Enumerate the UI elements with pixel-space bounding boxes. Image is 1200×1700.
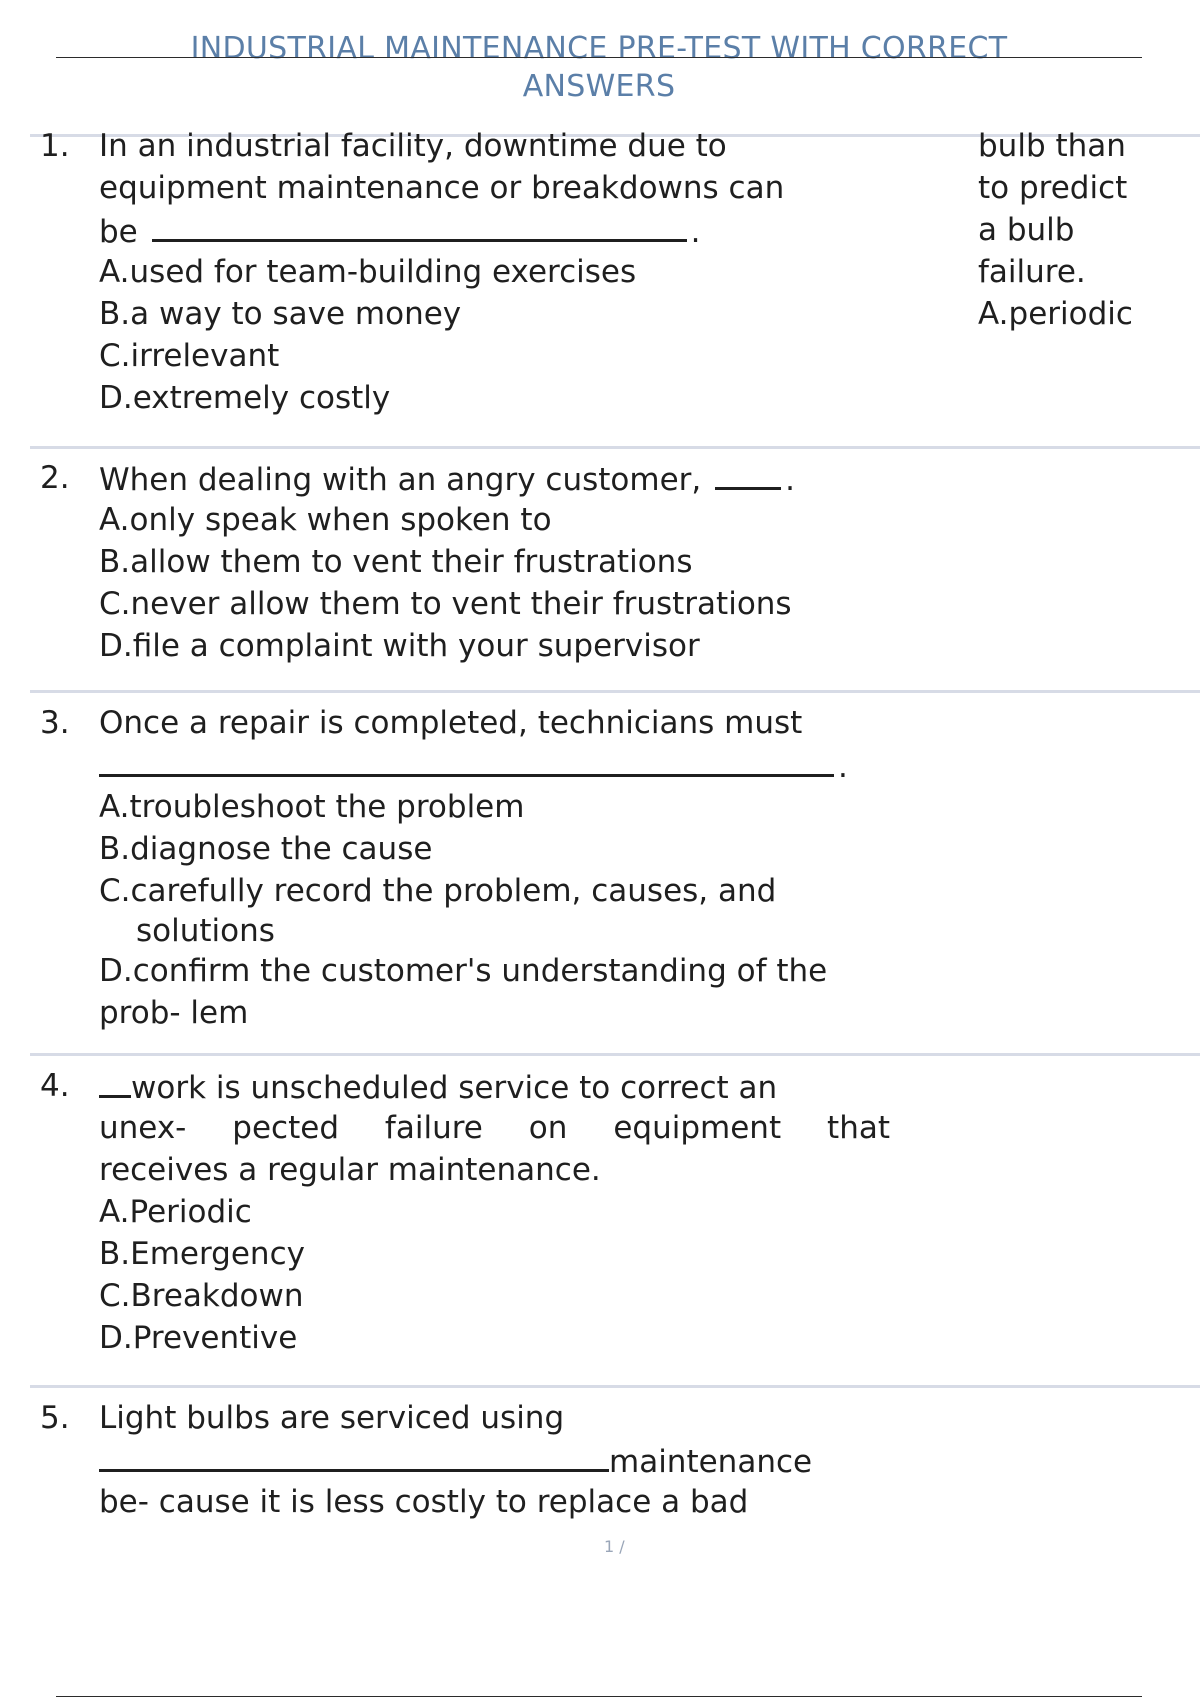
- option-text: Emergency: [130, 1236, 305, 1272]
- option-letter: A.: [99, 789, 130, 825]
- option-text: periodic: [1008, 296, 1133, 332]
- option-text: diagnose the cause: [130, 831, 433, 867]
- option-text-continued: solutions: [136, 913, 275, 949]
- answer-blank: [152, 209, 687, 242]
- question-number: 4.: [40, 1068, 70, 1104]
- option-c: [40, 1275, 890, 1317]
- option-letter: C.: [99, 1278, 131, 1314]
- side-text: a bulb: [978, 212, 1075, 248]
- punctuation: .: [838, 749, 848, 785]
- option-letter: D.: [99, 953, 133, 989]
- answer-blank: [99, 1065, 131, 1098]
- option-text: irrelevant: [130, 338, 280, 374]
- question-text: work is unscheduled service to correct an: [131, 1070, 778, 1106]
- option-letter: C.: [99, 873, 131, 909]
- option-b: [40, 293, 890, 335]
- answer-blank: [715, 457, 781, 490]
- question-text: unex- pected failure on equipment that: [99, 1110, 890, 1146]
- option-text: Periodic: [129, 1194, 252, 1230]
- question-number: 2.: [40, 460, 70, 496]
- option-letter: A.: [99, 502, 130, 538]
- page-number: 1 /: [604, 1537, 625, 1556]
- question-text: Once a repair is completed, technicians must: [99, 705, 803, 741]
- option-a: [40, 1191, 890, 1233]
- question-text: equipment maintenance or breakdowns can: [99, 170, 785, 206]
- punctuation: .: [785, 462, 795, 498]
- page-title: [56, 30, 1142, 106]
- option-text: confirm the customer's understanding of the: [132, 953, 828, 989]
- question-text: In an industrial facility, downtime due to: [99, 128, 727, 164]
- question-1: [40, 125, 890, 419]
- option-letter: B.: [99, 544, 131, 580]
- question-text: When dealing with an angry customer,: [99, 462, 702, 498]
- option-text: Breakdown: [130, 1278, 304, 1314]
- separator: [30, 446, 1200, 449]
- option-d: [40, 625, 890, 667]
- punctuation: .: [690, 214, 701, 250]
- option-text: extremely costly: [132, 380, 391, 416]
- option-a: [40, 251, 890, 293]
- option-d: [40, 377, 890, 419]
- title-line-1: INDUSTRIAL MAINTENANCE PRE-TEST WITH CORRECT: [190, 31, 1008, 66]
- separator: [30, 690, 1200, 693]
- option-text: used for team-building exercises: [129, 254, 637, 290]
- option-text-continued: prob- lem: [99, 995, 249, 1031]
- option-d: [40, 950, 890, 992]
- option-letter: A.: [99, 254, 130, 290]
- question-text: be- cause it is less costly to replace a bad: [99, 1484, 749, 1520]
- option-text: never allow them to vent their frustrations: [130, 586, 792, 622]
- side-text: bulb than: [978, 128, 1126, 164]
- option-text: carefully record the problem, causes, and: [130, 873, 777, 909]
- option-d: [40, 1317, 890, 1359]
- question-text: be: [99, 214, 138, 250]
- footer-rule: [56, 1696, 1142, 1697]
- option-c: [40, 335, 890, 377]
- option-text: allow them to vent their frustrations: [130, 544, 693, 580]
- answer-blank: [99, 1439, 609, 1472]
- option-letter: C.: [99, 338, 131, 374]
- question-2: [40, 457, 890, 667]
- separator: [30, 1385, 1200, 1388]
- side-text: failure.: [978, 254, 1086, 290]
- option-a: [40, 499, 890, 541]
- option-letter: C.: [99, 586, 131, 622]
- question-4: [40, 1065, 890, 1359]
- option-text: a way to save money: [130, 296, 462, 332]
- option-text: Preventive: [132, 1320, 298, 1356]
- question-text: Light bulbs are serviced using: [99, 1400, 565, 1436]
- option-b: [40, 1233, 890, 1275]
- question-number: 3.: [40, 705, 70, 741]
- option-letter: B.: [99, 831, 131, 867]
- question-number: 1.: [40, 128, 70, 164]
- option-c: [40, 870, 890, 912]
- option-letter: D.: [99, 628, 133, 664]
- question-3: [40, 702, 890, 1034]
- side-column: [978, 125, 1193, 335]
- option-text: file a complaint with your supervisor: [132, 628, 700, 664]
- option-letter: D.: [99, 380, 133, 416]
- question-text: receives a regular maintenance.: [99, 1152, 601, 1188]
- title-line-2: ANSWERS: [522, 69, 676, 104]
- option-text: troubleshoot the problem: [129, 789, 525, 825]
- option-c: [40, 583, 890, 625]
- title-rule: [56, 57, 1142, 58]
- option-letter: A.: [99, 1194, 130, 1230]
- option-letter: B.: [99, 296, 131, 332]
- separator: [30, 1053, 1200, 1056]
- option-letter: A.: [978, 296, 1009, 332]
- question-text: maintenance: [609, 1444, 813, 1480]
- option-b: [40, 828, 890, 870]
- question-5: [40, 1397, 890, 1523]
- option-b: [40, 541, 890, 583]
- answer-blank: [99, 744, 834, 777]
- option-letter: D.: [99, 1320, 133, 1356]
- option-text: only speak when spoken to: [129, 502, 552, 538]
- side-option-a: [978, 293, 1193, 335]
- side-text: to predict: [978, 170, 1128, 206]
- option-a: [40, 786, 890, 828]
- option-letter: B.: [99, 1236, 131, 1272]
- question-number: 5.: [40, 1400, 70, 1436]
